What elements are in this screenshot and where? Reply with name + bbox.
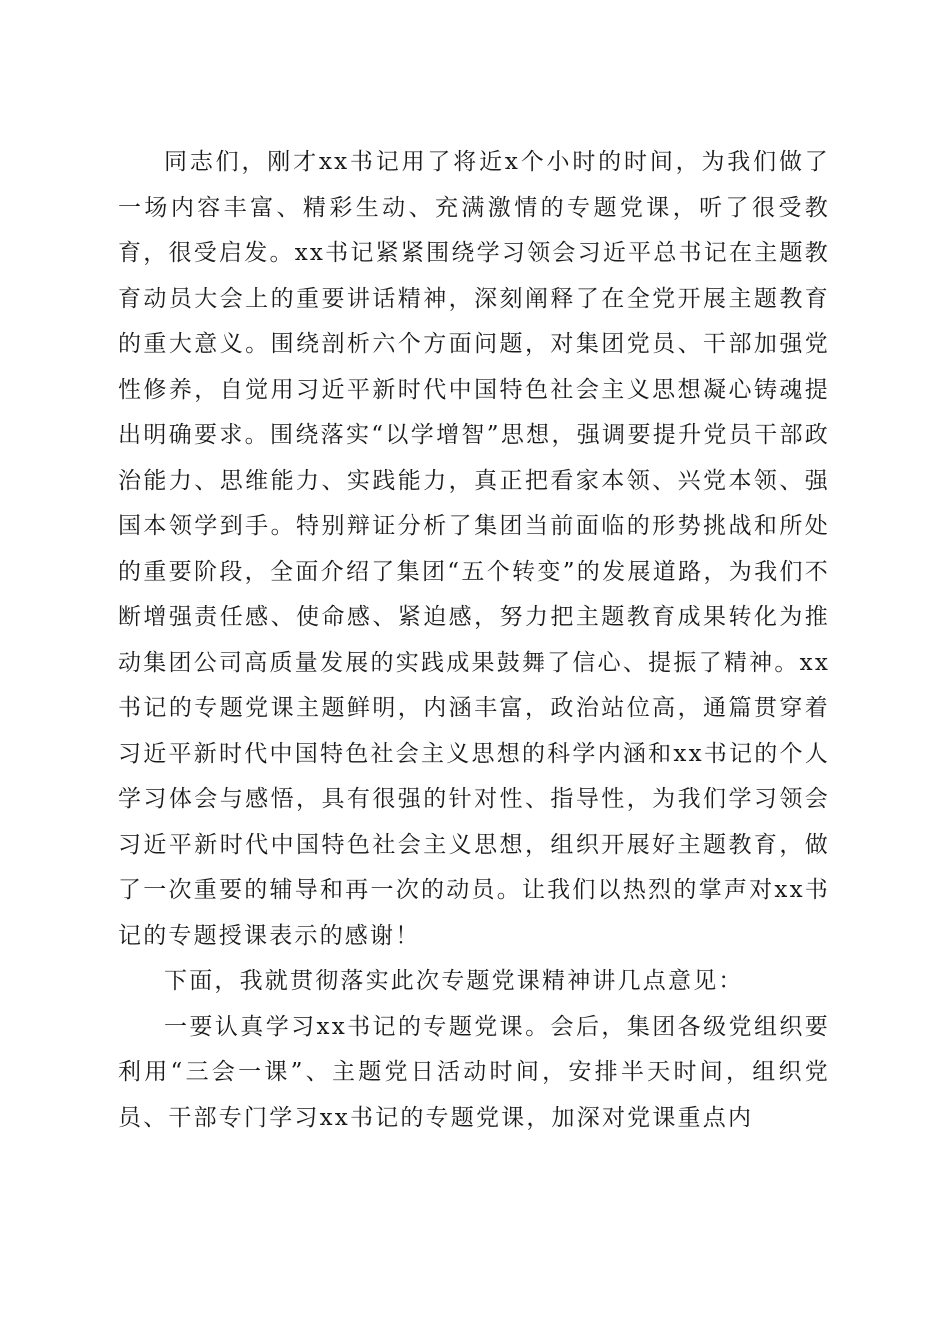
- document-body: [118, 140, 830, 1141]
- paragraph-transition: 下面，我就贯彻落实此次专题党课精神讲几点意见：: [164, 968, 744, 994]
- paragraph-point-one: 一要认真学习xx书记的专题党课。会后，集团各级党组织要利用“三会一课”、主题党日活动时间，安排半天时间，组织党员、干部专门学习xx书记的专题党课，加深对党课重点内: [118, 1013, 830, 1131]
- paragraph-opening-remarks: 同志们，刚才xx书记用了将近x个小时的时间，为我们做了一场内容丰富、精彩生动、充满激情的专题党课，听了很受教育，很受启发。xx书记紧紧围绕学习领会习近平总书记在主题教育动员大会上的重要讲话精神，深刻阐释了在全党开展主题教育的重大意义。围绕剖析六个方面问题，对集团党员、干部加强党性修养，自觉用习近平新时代中国特色社会主义思想凝心铸魂提出明确要求。围绕落实“以学增智”思想，强调要提升党员干部政治能力、思维能力、实践能力，真正把看家本领、兴党本领、强国本领学到手。特别辩证分析了集团当前面临的形势挑战和所处的重要阶段，全面介绍了集团“五个转变”的发展道路，为我们不断增强责任感、使命感、紧迫感，努力把主题教育成果转化为推动集团公司高质量发展的实践成果鼓舞了信心、提振了精神。xx书记的专题党课主题鲜明，内涵丰富，政治站位高，通篇贯穿着习近平新时代中国特色社会主义思想的科学内涵和xx书记的个人学习体会与感悟，具有很强的针对性、指导性，为我们学习领会习近平新时代中国特色社会主义思想，组织开展好主题教育，做了一次重要的辅导和再一次的动员。让我们以热烈的掌声对xx书记的专题授课表示的感谢！: [118, 149, 830, 949]
